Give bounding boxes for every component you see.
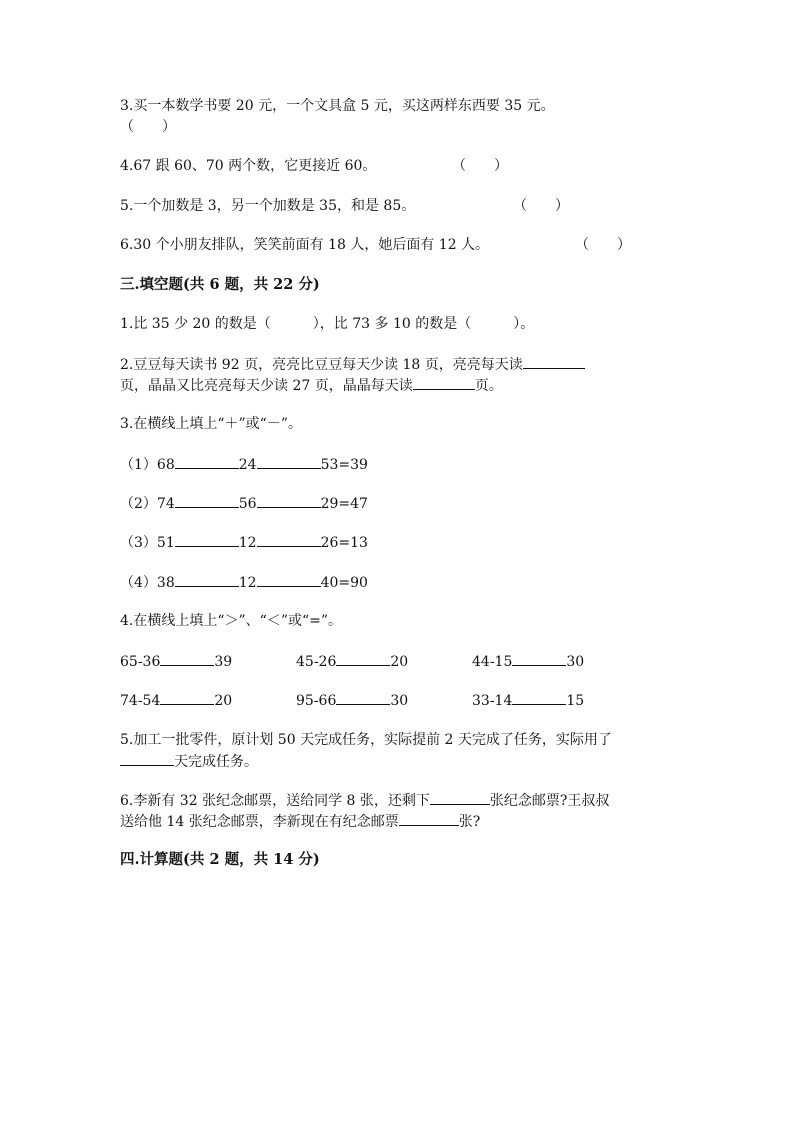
judge-q3	[120, 96, 555, 116]
judge-q6-text: 6.30 个小朋友排队，笑笑前面有 18 人，她后面有 12 人。	[120, 237, 490, 253]
compare-blank[interactable]	[160, 651, 214, 666]
judge-q3-answer	[120, 117, 176, 137]
compare-blank[interactable]	[512, 690, 566, 705]
judge-q3-text: 3.买一本数学书要 20 元，一个文具盒 5 元，买这两样东西要 35 元。	[120, 98, 555, 114]
compare-blank[interactable]	[512, 651, 566, 666]
section3-title: 三.填空题(共 6 题，共 22 分)	[120, 276, 320, 293]
fill-q6-text-a: 6.李新有 32 张纪念邮票，送给同学 8 张，还剩下	[120, 793, 430, 809]
compare-left: 45-26	[296, 654, 337, 670]
compare-right: 15	[566, 693, 585, 709]
fill-q6-blank-1[interactable]	[430, 790, 490, 805]
fill-q5-text-b: 天完成任务。	[174, 754, 258, 770]
compare-r1-c3	[472, 651, 584, 671]
fill-q6-blank-2[interactable]	[399, 811, 459, 826]
judge-q6-paren[interactable]: （ ）	[575, 237, 631, 253]
compare-r2-c1	[120, 690, 232, 710]
q3-item-1-c: 53=39	[320, 457, 368, 473]
compare-left: 74-54	[120, 693, 161, 709]
q3-item-1-b: 24	[238, 457, 257, 473]
judge-q6-answer	[575, 235, 631, 255]
compare-blank[interactable]	[160, 690, 214, 705]
fill-q3-item-1	[120, 454, 368, 474]
compare-left: 65-36	[120, 654, 161, 670]
fill-q2-blank-2[interactable]	[413, 375, 475, 390]
fill-q1: 1.比 35 少 20 的数是（ ），比 73 多 10 的数是（ ）。	[120, 316, 535, 332]
fill-q2-text-a: 2.豆豆每天读书 92 页，亮亮比豆豆每天少读 18 页，亮亮每天读	[120, 357, 523, 373]
judge-q5-text: 5.一个加数是 3，另一个加数是 35，和是 85。	[120, 198, 416, 214]
compare-left: 95-66	[296, 693, 337, 709]
q3-item-3-blank-2[interactable]	[257, 532, 321, 547]
compare-r1-c1	[120, 651, 232, 671]
judge-q4-paren[interactable]: （ ）	[452, 158, 508, 174]
judge-q4-answer	[452, 156, 508, 176]
fill-q5-blank[interactable]	[120, 751, 174, 766]
compare-blank[interactable]	[336, 651, 390, 666]
compare-blank[interactable]	[336, 690, 390, 705]
compare-right: 20	[214, 693, 233, 709]
compare-r1-c2	[296, 651, 408, 671]
fill-q2-line2	[120, 375, 503, 395]
judge-q4-text: 4.67 跟 60、70 两个数，它更接近 60。	[120, 158, 377, 174]
fill-q3-item-4	[120, 572, 368, 592]
judge-q3-paren[interactable]: （ ）	[120, 119, 176, 135]
q3-item-4-a: （4）38	[120, 575, 175, 591]
fill-q3-item-3	[120, 532, 368, 552]
q3-item-2-b: 56	[238, 496, 257, 512]
fill-q3: 3.在横线上填上“＋”或“－”。	[120, 416, 302, 432]
q3-item-2-blank-2[interactable]	[257, 493, 321, 508]
q3-item-4-c: 40=90	[320, 575, 368, 591]
fill-q6-text-a2: 张纪念邮票?王叔叔	[489, 793, 610, 809]
q3-item-1-a: （1）68	[120, 457, 175, 473]
fill-q5-line2	[120, 751, 258, 771]
compare-right: 30	[390, 693, 409, 709]
fill-q5-line1: 5.加工一批零件，原计划 50 天完成任务，实际提前 2 天完成了任务，实际用了	[120, 732, 612, 748]
q3-item-1-blank-1[interactable]	[175, 454, 239, 469]
q3-item-4-blank-1[interactable]	[175, 572, 239, 587]
q3-item-2-c: 29=47	[320, 496, 368, 512]
compare-right: 39	[214, 654, 233, 670]
q3-item-4-b: 12	[238, 575, 257, 591]
compare-r2-c2	[296, 690, 408, 710]
compare-right: 30	[566, 654, 585, 670]
q3-item-3-blank-1[interactable]	[175, 532, 239, 547]
judge-q6	[120, 235, 489, 255]
compare-r2-c3	[472, 690, 584, 710]
fill-q2-line1	[120, 354, 585, 374]
compare-left: 33-14	[472, 693, 513, 709]
fill-q2-text-b1: 页，晶晶又比亮亮每天少读 27 页，晶晶每天读	[120, 378, 413, 394]
fill-q6-text-b: 送给他 14 张纪念邮票，李新现在有纪念邮票	[120, 814, 399, 830]
fill-q2-blank-1[interactable]	[523, 354, 585, 369]
fill-q6-line1	[120, 790, 609, 810]
fill-q6-text-b2: 张?	[458, 814, 481, 830]
q3-item-3-b: 12	[238, 535, 257, 551]
judge-q5-paren[interactable]: （ ）	[513, 198, 569, 214]
judge-q5	[120, 196, 415, 216]
fill-q2-text-b2: 页。	[474, 378, 503, 394]
q3-item-2-blank-1[interactable]	[175, 493, 239, 508]
section4-title: 四.计算题(共 2 题，共 14 分)	[120, 851, 320, 868]
q3-item-2-a: （2）74	[120, 496, 175, 512]
q3-item-3-c: 26=13	[320, 535, 368, 551]
fill-q3-item-2	[120, 493, 368, 513]
q3-item-3-a: （3）51	[120, 535, 175, 551]
q3-item-4-blank-2[interactable]	[257, 572, 321, 587]
compare-right: 20	[390, 654, 409, 670]
fill-q6-line2	[120, 811, 480, 831]
q3-item-1-blank-2[interactable]	[257, 454, 321, 469]
compare-left: 44-15	[472, 654, 513, 670]
judge-q5-answer	[513, 196, 569, 216]
fill-q4: 4.在横线上填上“＞”、“＜”或“=”。	[120, 613, 343, 629]
